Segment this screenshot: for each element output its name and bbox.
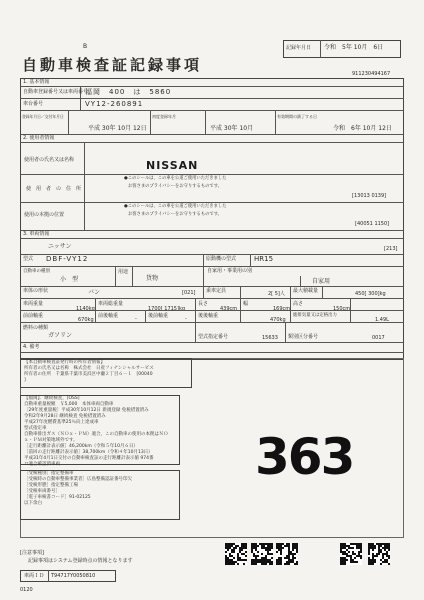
user-name-label: 使用者の氏名又は名称 — [24, 157, 75, 163]
gross-weight-label: 車両総重量 — [98, 301, 124, 307]
serial-number: 911230494167 — [352, 71, 391, 77]
vehicle-kind: 小 型 — [60, 276, 79, 283]
remark-line: 自動車排出ガス（ＮＯｘ・ＰＭ）適合，この自動車の使用の本拠はＮＯ — [24, 432, 168, 437]
remark-line: ［受検車両番号］ — [24, 489, 60, 494]
remark-line: ［受検種別］指定整備車 — [24, 471, 74, 476]
capacity: 2[ 5]人 — [268, 291, 285, 297]
gross-weight: 1700[ 1715]kg — [148, 306, 186, 312]
registered-date-label: 記録年月日 — [286, 45, 312, 51]
model: DBF-VY12 — [46, 255, 89, 263]
displacement-label: 総排気量又は定格出力 — [293, 313, 337, 318]
length: 439cm — [220, 306, 238, 312]
weight-label: 車両重量 — [23, 301, 44, 307]
plate-number: 福岡 400 は 5860 — [85, 88, 172, 96]
remark-line: 【福岡】．継続検査，[OSS] — [24, 396, 80, 401]
remark-line: ［電子車検書コード］91-02125 — [24, 495, 91, 500]
remark-line: 平成31年4月1日交付の自動車検査証の走行距離計表示値 974番 — [24, 456, 154, 461]
remark-line: 所有者の氏名又は名称 株式会社 日産フィナンシャルサービス — [24, 366, 154, 371]
page-code: 0120 — [20, 587, 33, 593]
capacity-label: 乗車定員 — [206, 288, 227, 294]
mid-rear-axle-weight: - — [185, 316, 187, 322]
page-title: 自動車検査証記録事項 — [22, 56, 203, 74]
front-axle-label: 前前軸重 — [23, 313, 44, 319]
fuel-type: ガソリン — [48, 332, 73, 339]
vin-label: 車台番号 — [23, 101, 44, 107]
mid-front-axle-weight: - — [135, 316, 137, 322]
base-location-label: 使用の本拠の位置 — [24, 212, 65, 218]
qr-code — [225, 543, 247, 565]
body-code: [021] — [182, 290, 196, 296]
section-vehicle: 3. 車両情報 — [23, 231, 50, 237]
vehicle-id-label: 車両ＩＤ — [24, 573, 45, 579]
remark-line: ｘ・ＰＭ対策地域外です。 — [24, 438, 78, 443]
remark-line: ［受検時の自動車整備事業者］広島整備認証番号印欠 — [24, 477, 132, 482]
purpose: 自家用 — [312, 278, 331, 285]
remark-line: ロ適合確認済車両 — [24, 462, 60, 467]
maker-code: [213] — [384, 246, 398, 252]
section-remarks: 4. 備考 — [23, 344, 40, 350]
mid-rear-axle-label: 後前軸重 — [148, 313, 169, 319]
width: 169cm — [273, 306, 291, 312]
displacement: 1.49L — [375, 317, 389, 323]
nissan-logo: NISSAN — [146, 159, 199, 172]
form-mark: B — [83, 43, 88, 50]
max-load-label: 最大積載量 — [293, 288, 319, 294]
remark-line: 型式指定車 — [24, 426, 47, 431]
qr-code — [368, 543, 390, 565]
kind-label: 自動車の種別 — [23, 269, 50, 274]
max-load: 450[ 300]kg — [355, 291, 386, 297]
remark-line: 平成27年度燃費基準25％向上達成車 — [24, 420, 99, 425]
remark-line: ［走行距離計表示値］46,200km（令和５年10月６日） — [24, 444, 138, 449]
qr-code — [340, 543, 362, 565]
privacy-sticker-text: お客さまのプライバシーをお守りするものです。 — [128, 184, 222, 189]
remark-line: ［前回の走行距離計表示値］38,700km（令和４年10月13日） — [24, 450, 153, 455]
qr-code — [251, 543, 273, 565]
type-number: 15633 — [262, 335, 278, 341]
purpose-label: 自家用・事業用の別 — [207, 268, 253, 274]
maker: ニッサン — [48, 243, 72, 250]
remark-line: 【本自動車検査証発行時の所有者情報】 — [24, 360, 105, 365]
length-label: 長さ — [198, 301, 209, 307]
vehicle-use: 貨物 — [146, 275, 159, 282]
notice-text: 記録事項はシステム登録時点の情報となります — [28, 558, 133, 564]
reg-date-label: 登録年月日／交付年月日 — [22, 114, 64, 119]
remark-line: ] — [24, 378, 26, 383]
privacy-sticker-text: ●このシールは、この車を公道ご使用いただきました — [124, 176, 227, 181]
reg-date: 平成 30年 10月 12日 — [88, 125, 147, 132]
class-number: 0017 — [372, 335, 385, 341]
engine-model: HR15 — [254, 255, 274, 263]
vehicle-id: T94717Y0050810 — [51, 573, 96, 579]
width-label: 幅 — [243, 301, 249, 307]
weight: 1140kg — [76, 306, 95, 312]
vin: VY12-260891 — [85, 100, 144, 108]
first-reg-date: 平成 30年 10月 — [210, 125, 254, 132]
class-number-label: 類別区分番号 — [288, 334, 319, 340]
remark-line: ［受検形態］指定整備工場 — [24, 483, 78, 488]
mid-front-axle-label: 前後軸重 — [98, 313, 119, 319]
qr-code — [276, 543, 298, 565]
type-number-label: 型式指定番号 — [198, 334, 229, 340]
section-user: 2. 使用者情報 — [23, 135, 55, 141]
plate-label: 自動車登録番号又は車両番号 — [23, 89, 89, 95]
model-label: 型式 — [23, 256, 34, 262]
expiry-label: 有効期間の満了する日 — [277, 114, 317, 119]
first-reg-label: 初度登録年月 — [152, 114, 176, 119]
engine-label: 原動機の型式 — [206, 256, 237, 262]
remark-line: 所有者の住所 千葉県千葉市美浜区中瀬２丁目６－１ [00040 — [24, 372, 153, 377]
use-label: 用途 — [118, 269, 129, 275]
privacy-sticker-text: ●このシールは、この車を公道ご使用いただきました — [124, 204, 227, 209]
body-shape: バン — [88, 289, 101, 296]
privacy-sticker-text: お客さまのプライバシーをお守りするものです。 — [128, 212, 222, 217]
base-code: [40051 1150] — [355, 221, 390, 227]
section-basic: 1. 基本情報 — [23, 79, 50, 85]
handwritten-number-stamp: 363 — [255, 428, 354, 486]
rear-axle-weight: 470kg — [270, 317, 286, 323]
fuel-label: 燃料の種類 — [23, 325, 49, 331]
remark-line: 〔29年度重量税〕平成30年10月12日 新規登録 免税措置済み — [24, 408, 149, 413]
remark-line: 自動車重量税額 ￥5,000 本体車両自動車 — [24, 402, 114, 407]
remark-line: 以下余白 — [24, 501, 42, 506]
user-address-label: 使 用 者 の 住 所 — [26, 186, 82, 192]
expiry-date: 令和 6年 10月 12日 — [333, 125, 392, 132]
remark-line: 令和2年9月28日 継続検査 免税措置済み — [24, 414, 106, 419]
registered-date: 令和 5年 10月 6日 — [324, 44, 384, 51]
notice-label: [注意事項] — [20, 550, 44, 556]
rear-axle-label: 後後軸重 — [198, 313, 219, 319]
body-label: 車体の形状 — [23, 288, 49, 294]
height: 150cm — [333, 306, 351, 312]
address-code: [13013 0139] — [352, 193, 387, 199]
front-axle-weight: 670kg — [78, 317, 94, 323]
height-label: 高さ — [293, 301, 304, 307]
